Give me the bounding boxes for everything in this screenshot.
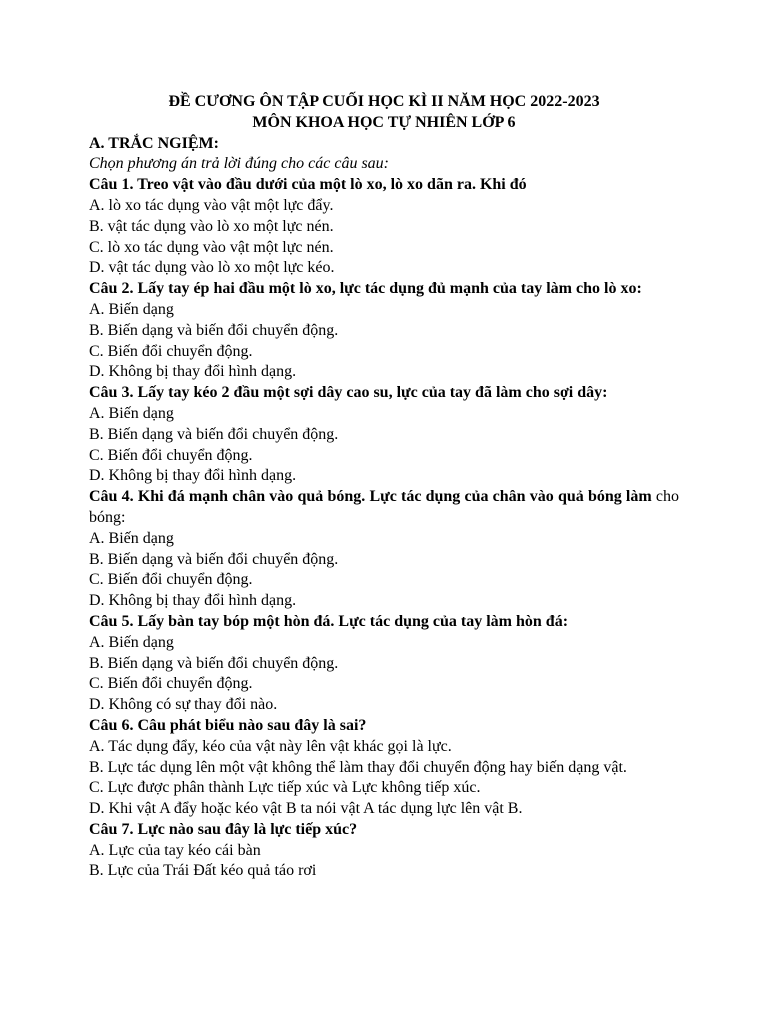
question-5-option-b: B. Biến dạng và biến đổi chuyển động. xyxy=(89,654,339,672)
question-5: Câu 5. Lấy bàn tay bóp một hòn đá. Lực tác dụng của tay làm hòn đá: xyxy=(89,612,569,630)
question-2-option-c: C. Biến đổi chuyển động. xyxy=(89,342,253,360)
question-5-option-c: C. Biến đổi chuyển động. xyxy=(89,675,253,693)
question-1-option-c: C. lò xo tác dụng vào vật một lực nén. xyxy=(89,238,334,256)
question-4-plain-text: cho bóng: xyxy=(89,488,679,526)
question-1-option-a: A. lò xo tác dụng vào vật một lực đẩy. xyxy=(89,196,334,214)
question-7-option-b: B. Lực của Trái Đất kéo quả táo rơi xyxy=(89,862,317,880)
question-2: Câu 2. Lấy tay ép hai đầu một lò xo, lực tác dụng đủ mạnh của tay làm cho lò xo: xyxy=(89,280,642,298)
document-page xyxy=(89,92,679,882)
question-6-option-c: C. Lực được phân thành Lực tiếp xúc và Lực không tiếp xúc. xyxy=(89,779,481,797)
section-heading: A. TRẮC NGIỆM: xyxy=(89,134,219,152)
question-2-option-b: B. Biến dạng và biến đổi chuyển động. xyxy=(89,321,339,339)
question-4-option-c: C. Biến đổi chuyển động. xyxy=(89,571,253,589)
question-2-option-d: D. Không bị thay đổi hình dạng. xyxy=(89,363,297,381)
question-4-option-d: D. Không bị thay đổi hình dạng. xyxy=(89,592,297,610)
question-1: Câu 1. Treo vật vào đầu dưới của một lò xo, lò xo dãn ra. Khi đó xyxy=(89,176,527,194)
question-2-option-a: A. Biến dạng xyxy=(89,300,174,318)
question-4-bold-text: Câu 4. Khi đá mạnh chân vào quả bóng. Lực tác dụng của chân vào quả bóng làm xyxy=(89,488,652,506)
question-3-option-d: D. Không bị thay đổi hình dạng. xyxy=(89,467,297,485)
document-title-line-1: ĐỀ CƯƠNG ÔN TẬP CUỐI HỌC KÌ II NĂM HỌC 2022-2023 xyxy=(168,93,600,110)
question-3-option-c: C. Biến đổi chuyển động. xyxy=(89,446,253,464)
question-6-option-d: D. Khi vật A đẩy hoặc kéo vật B ta nói vật A tác dụng lực lên vật B. xyxy=(89,800,523,818)
question-3: Câu 3. Lấy tay kéo 2 đầu một sợi dây cao su, lực của tay đã làm cho sợi dây: xyxy=(89,384,608,402)
question-4-option-a: A. Biến dạng xyxy=(89,529,174,547)
question-1-option-b: B. vật tác dụng vào lò xo một lực nén. xyxy=(89,217,334,235)
document-title-line-2: MÔN KHOA HỌC TỰ NHIÊN LỚP 6 xyxy=(252,113,516,131)
question-7: Câu 7. Lực nào sau đây là lực tiếp xúc? xyxy=(89,820,358,838)
question-5-option-d: D. Không có sự thay đổi nào. xyxy=(89,696,278,714)
instruction-text: Chọn phương án trả lời đúng cho các câu sau: xyxy=(89,155,389,173)
question-4 xyxy=(89,487,679,529)
question-6-option-a: A. Tác dụng đẩy, kéo của vật này lên vật khác gọi là lực. xyxy=(89,737,452,755)
question-7-option-a: A. Lực của tay kéo cái bàn xyxy=(89,841,261,859)
question-6: Câu 6. Câu phát biểu nào sau đây là sai? xyxy=(89,716,367,734)
question-3-option-a: A. Biến dạng xyxy=(89,404,174,422)
question-4-option-b: B. Biến dạng và biến đổi chuyển động. xyxy=(89,550,339,568)
question-3-option-b: B. Biến dạng và biến đổi chuyển động. xyxy=(89,425,339,443)
question-6-option-b: B. Lực tác dụng lên một vật không thể làm thay đổi chuyển động hay biến dạng vật. xyxy=(89,758,627,776)
question-1-option-d: D. vật tác dụng vào lò xo một lực kéo. xyxy=(89,259,335,277)
question-5-option-a: A. Biến dạng xyxy=(89,633,174,651)
